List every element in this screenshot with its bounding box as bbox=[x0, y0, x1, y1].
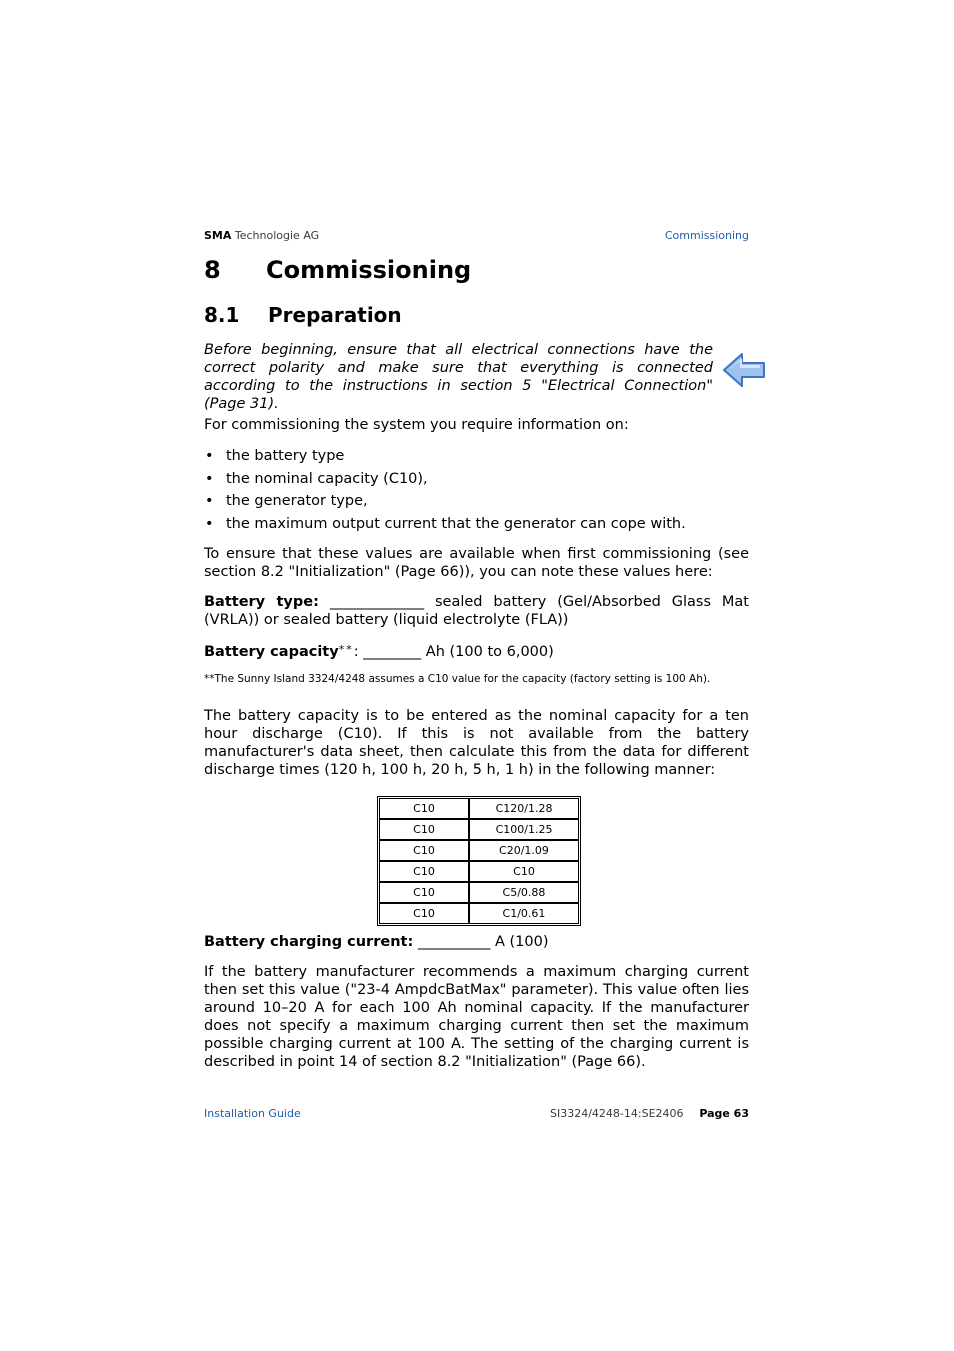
battery-type-line bbox=[204, 593, 749, 629]
ensure-text: To ensure that these values are available when first commissioning (see section 8.2 "Initialization" (Page 66)), you can note these values here: bbox=[204, 546, 749, 580]
left-arrow-icon bbox=[722, 351, 766, 389]
footer-guide-name: Installation Guide bbox=[204, 1107, 301, 1120]
battery-type-label: Battery type: bbox=[204, 594, 319, 610]
list-item: • the battery type bbox=[204, 447, 686, 470]
table-cell: C10 bbox=[379, 861, 469, 882]
charging-current-rest: __________ A (100) bbox=[417, 934, 549, 950]
footnote: **The Sunny Island 3324/4248 assumes a C10 value for the capacity (factory setting is 100 Ah). bbox=[204, 673, 711, 685]
charging-current-label: Battery charging current: bbox=[204, 934, 414, 950]
requirements-list bbox=[204, 447, 686, 537]
intro-text: For commissioning the system you require information on: bbox=[204, 417, 629, 433]
table-row bbox=[379, 819, 579, 840]
capacity-conversion-table bbox=[377, 796, 581, 926]
table-cell: C10 bbox=[379, 882, 469, 903]
list-item: • the nominal capacity (C10), bbox=[204, 470, 686, 493]
table-row bbox=[379, 840, 579, 861]
footnote-marker: ** bbox=[338, 643, 354, 656]
charging-text: If the battery manufacturer recommends a maximum charging current then set this value ("23-4 AmpdcBatMax" parameter). This value often lies around 10–20 A for each 100 Ah nominal capacity. If the manufacturer does not specify a maximum charging current then set the maximum possible charging current at 100 A. The setting of the charging current is described in point 14 of section 8.2 "Initialization" (Page 66). bbox=[204, 964, 749, 1070]
section-number: 8.1 bbox=[204, 303, 240, 327]
table-cell: C5/0.88 bbox=[469, 882, 579, 903]
chapter-number: 8 bbox=[204, 256, 221, 284]
page-header-section: Commissioning bbox=[664, 229, 749, 242]
battery-type-text: sealed battery (Gel/Absorbed Glass Mat (VRLA)) or sealed battery (liquid electrolyte (FLA)) bbox=[204, 594, 749, 628]
battery-capacity-rest: : ________ Ah (100 to 6,000) bbox=[353, 644, 554, 660]
page-header-left bbox=[204, 229, 319, 242]
charging-current-line bbox=[204, 933, 749, 951]
table-cell: C10 bbox=[379, 903, 469, 924]
table-cell: C100/1.25 bbox=[469, 819, 579, 840]
table-cell: C10 bbox=[379, 819, 469, 840]
list-item: • the maximum output current that the generator can cope with. bbox=[204, 515, 686, 538]
table-row bbox=[379, 798, 579, 819]
footer-doc-id: SI3324/4248-14:SE2406 bbox=[550, 1107, 684, 1120]
brand-name: SMA bbox=[204, 229, 232, 242]
table-cell: C1/0.61 bbox=[469, 903, 579, 924]
table-row bbox=[379, 882, 579, 903]
chapter-title: Commissioning bbox=[266, 256, 472, 284]
list-item: • the generator type, bbox=[204, 492, 686, 515]
section-title: Preparation bbox=[268, 303, 402, 327]
page-number: Page 63 bbox=[699, 1107, 749, 1120]
capacity-text: The battery capacity is to be entered as the nominal capacity for a ten hour discharge (C10). If this is not available from the battery manufacturer's data sheet, then calculate this from the data for different discharge times (120 h, 100 h, 20 h, 5 h, 1 h) in the following manner: bbox=[204, 708, 749, 778]
table-cell: C120/1.28 bbox=[469, 798, 579, 819]
battery-capacity-label: Battery capacity bbox=[204, 644, 339, 660]
battery-type-blank: _____________ bbox=[329, 594, 425, 610]
table-cell: C10 bbox=[379, 840, 469, 861]
section-heading bbox=[204, 303, 402, 327]
table-row bbox=[379, 903, 579, 924]
table-cell: C10 bbox=[379, 798, 469, 819]
note-text: Before beginning, ensure that all electrical connections have the correct polarity and make sure that everything is connected according to the instructions in section 5 "Electrical Connection" (Page 31). bbox=[204, 342, 713, 412]
chapter-heading bbox=[204, 256, 471, 284]
table-row bbox=[379, 861, 579, 882]
battery-capacity-line bbox=[204, 641, 749, 661]
table-cell: C20/1.09 bbox=[469, 840, 579, 861]
company-name: Technologie AG bbox=[234, 229, 320, 242]
table-cell: C10 bbox=[469, 861, 579, 882]
